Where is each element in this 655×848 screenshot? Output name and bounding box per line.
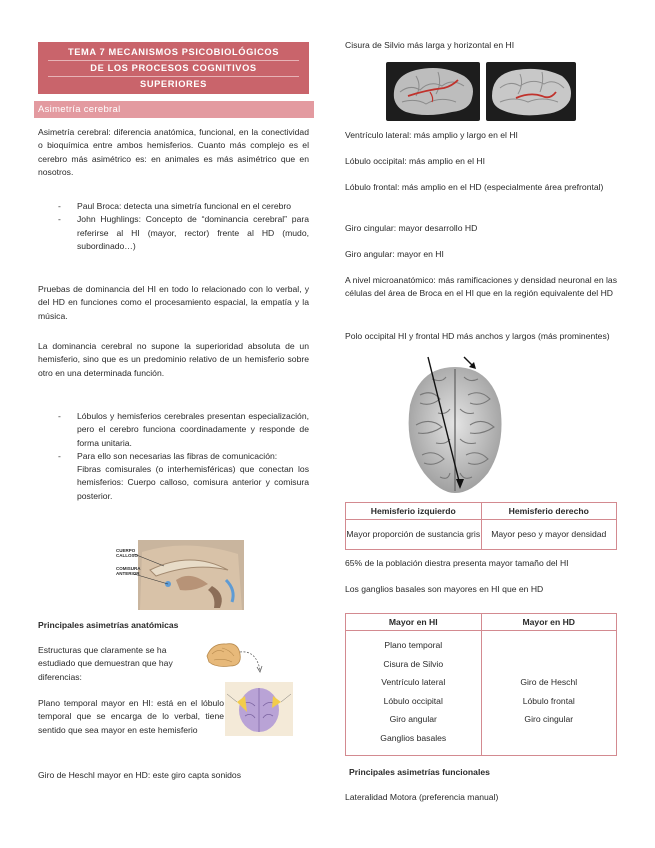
list-item: - Paul Broca: detecta una simetría funcional en el cerebro [58,200,309,213]
anatomical-intro: Estructuras que claramente se ha estudiado que demuestran que hay diferencias: [38,645,173,682]
brain-top-view-figure [380,355,530,497]
callosum-label: CUERPO CALLOSO [116,548,138,558]
intro-paragraph: Asimetría cerebral: diferencia anatómica, funcional, en la conectividad o bioquímica entre ambos hemisferios. Cuanto más complejo es el cerebro más asimétrico es: en animales es más asimétrico que en nosotros. [38,127,309,177]
table-header: Hemisferio derecho [481,503,617,520]
functional-heading: Principales asimetrías funcionales [349,767,490,777]
table-cell: Mayor proporción de sustancia gris [346,520,482,550]
right-item-frontal: Lóbulo frontal: más amplio en el HD (especialmente área prefrontal) [345,182,604,192]
title-line-3: SUPERIORES [140,79,207,89]
title-line-2: DE LOS PROCESOS COGNITIVOS [48,61,299,77]
table-row-item: Lóbulo frontal [522,695,575,706]
right-item-angular: Giro angular: mayor en HI [345,249,444,259]
table-cell-left [346,631,482,756]
specialization-list [58,410,309,503]
planum-temporale-paragraph: Plano temporal mayor en HI: está en el lóbulo temporal que se encarga de lo verbal, tiene sentido que sea mayor en este hemisferio [38,698,224,735]
sagittal-brain-figure [116,540,244,610]
functional-item-motor: Lateralidad Motora (preferencia manual) [345,792,499,802]
list-item: - Lóbulos y hemisferios cerebrales presentan especialización, pero el cerebro funciona coordinadamente y responde de forma unitaria. [58,410,309,450]
table-row-item: Ventrículo lateral [381,677,446,687]
table-row-item: Ganglios basales [380,732,447,743]
right-item-poles: Polo occipital HI y frontal HD más anchos y largos (más prominentes) [345,331,610,341]
document-title [38,42,309,94]
list-item: - John Hughlings: Concepto de “dominancia cerebral” para referirse al HI (mayor, rector) frente al HD (mudo, subordinado…) [58,213,309,253]
planum-temporale-figure [225,682,293,736]
table-row-item [482,636,617,655]
brain-sketch-figure [204,640,270,680]
table-header: Mayor en HI [346,614,482,631]
table-row-item: Lóbulo occipital [383,695,443,706]
section-heading: Asimetría cerebral [34,101,314,118]
right-item-cingulate: Giro cingular: mayor desarrollo HD [345,223,478,233]
list-item: - Para ello son necesarias las fibras de comunicación: [58,450,309,463]
list-item-continuation: Fibras comisurales (o interhemisféricas) que conectan los hemisferios: Cuerpo calloso, comisura anterior y comisura posterior. [77,464,309,501]
table-header: Hemisferio izquierdo [346,503,482,520]
table-row-item: Giro angular [389,714,437,724]
anatomical-heading: Principales asimetrías anatómicas [38,620,179,630]
relative-dominance-paragraph: La dominancia cerebral no supone la superioridad absoluta de un hemisferio, sino que es un predominio relativo de un hemisferio sobre otro en una determinada función. [38,341,309,378]
table-row-item: Giro cingular [524,714,574,724]
table-row-item [482,729,617,748]
brain-lateral-image-left [386,62,480,121]
history-list [58,200,309,253]
table-row-item: Cisura de Silvio [383,658,444,669]
right-item-ventricle: Ventrículo lateral: más amplio y largo en el HI [345,130,518,140]
right-item-microanatomy: A nivel microanatómico: más ramificaciones y densidad neuronal en las células del área de Broca en el HI que en la región equivalente del HD [345,275,617,299]
table-cell: Mayor peso y mayor densidad [481,520,617,550]
right-item-occipital: Lóbulo occipital: más amplio en el HI [345,156,485,166]
anterior-commissure-label: COMISURA ANTERIOR [116,566,141,576]
dominance-paragraph: Pruebas de dominancia del HI en todo lo relacionado con lo verbal, y del HD en funciones como el procesamiento espacial, la empatía y la música. [38,284,309,321]
table-header: Mayor en HD [481,614,617,631]
title-line-1: TEMA 7 MECANISMOS PSICOBIOLÓGICOS [48,45,299,61]
table-row-item: Giro de Heschl [520,677,578,687]
heschl-paragraph: Giro de Heschl mayor en HD: este giro capta sonidos [38,770,242,780]
hemisphere-table [345,502,617,550]
table-cell-right [481,631,617,756]
table-row-item [482,655,617,674]
greater-in-table [345,613,617,756]
right-note-2: Los ganglios basales son mayores en HI que en HD [345,584,544,594]
right-note-1: 65% de la población diestra presenta mayor tamaño del HI [345,558,569,568]
brain-lateral-image-right [486,62,576,121]
table-row-item: Plano temporal [384,640,443,650]
right-item-silvio: Cisura de Silvio más larga y horizontal en HI [345,40,515,50]
